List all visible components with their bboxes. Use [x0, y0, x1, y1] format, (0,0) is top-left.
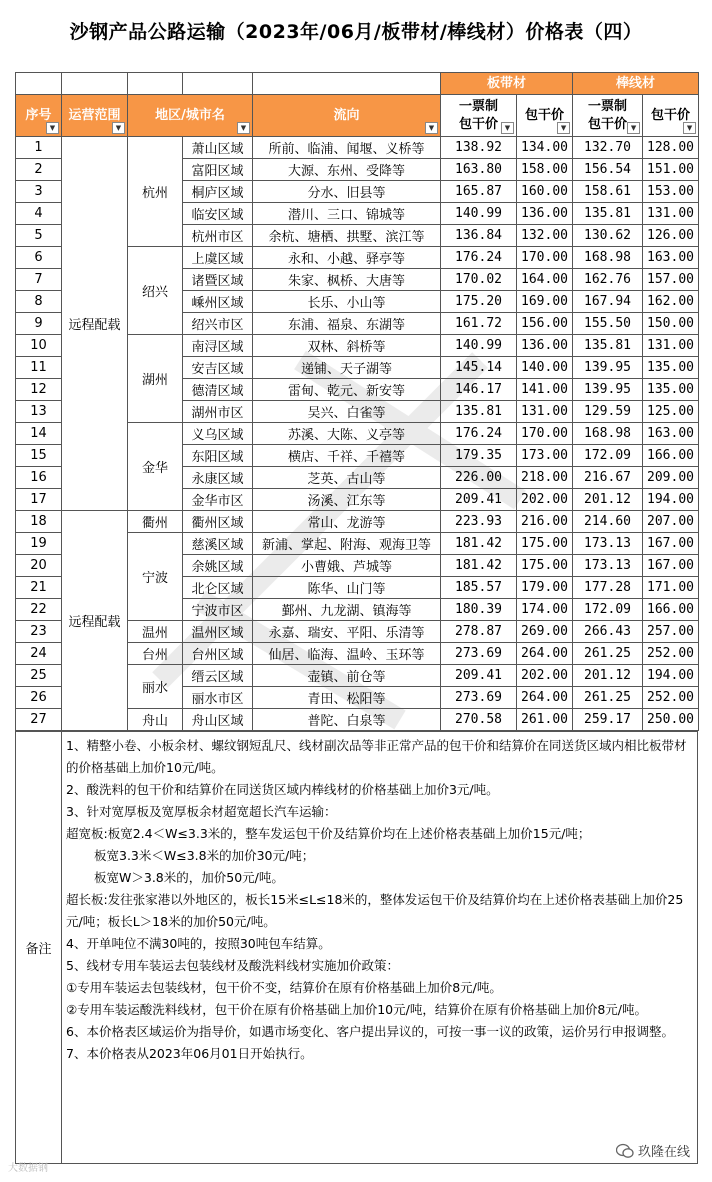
bar-ticket-price: 261.25 — [573, 643, 643, 665]
seq-cell: 13 — [16, 401, 62, 423]
seq-cell: 15 — [16, 445, 62, 467]
plate-ticket-price: 176.24 — [441, 423, 517, 445]
flow-cell: 壶镇、前仓等 — [253, 665, 441, 687]
city-header[interactable]: 地区/城市名 ▼ — [128, 95, 253, 137]
bar-ticket-price: 259.17 — [573, 709, 643, 731]
filter-dropdown-icon[interactable]: ▼ — [557, 122, 570, 134]
bar-package-price: 135.00 — [643, 379, 699, 401]
area-cell: 丽水市区 — [183, 687, 253, 709]
flow-cell: 芝英、古山等 — [253, 467, 441, 489]
price-table — [15, 72, 699, 731]
seq-cell: 14 — [16, 423, 62, 445]
seq-cell: 3 — [16, 181, 62, 203]
seq-cell: 5 — [16, 225, 62, 247]
plate-package-price: 131.00 — [517, 401, 573, 423]
bar-package-price: 128.00 — [643, 137, 699, 159]
scope-header[interactable]: 运营范围 ▼ — [62, 95, 128, 137]
bar-ticket-header[interactable]: 一票制 包干价 ▼ — [573, 95, 643, 137]
bar-package-price: 167.00 — [643, 555, 699, 577]
plate-ticket-price: 179.35 — [441, 445, 517, 467]
bar-package-price: 153.00 — [643, 181, 699, 203]
flow-cell: 长乐、小山等 — [253, 291, 441, 313]
plate-ticket-price: 170.02 — [441, 269, 517, 291]
area-cell: 余姚区域 — [183, 555, 253, 577]
plate-package-price: 174.00 — [517, 599, 573, 621]
bar-ticket-price: 168.98 — [573, 247, 643, 269]
plate-package-price: 261.00 — [517, 709, 573, 731]
bar-package-price: 163.00 — [643, 247, 699, 269]
bar-package-price: 126.00 — [643, 225, 699, 247]
plate-ticket-price: 145.14 — [441, 357, 517, 379]
seq-cell: 18 — [16, 511, 62, 533]
filter-dropdown-icon[interactable]: ▼ — [683, 122, 696, 134]
notes-section — [15, 731, 698, 1164]
plate-package-price: 175.00 — [517, 555, 573, 577]
flow-cell: 递铺、天子湖等 — [253, 357, 441, 379]
bar-ticket-price: 155.50 — [573, 313, 643, 335]
area-cell: 杭州市区 — [183, 225, 253, 247]
flow-cell: 雷甸、乾元、新安等 — [253, 379, 441, 401]
area-cell: 慈溪区域 — [183, 533, 253, 555]
bar-ticket-price: 129.59 — [573, 401, 643, 423]
bar-package-price: 194.00 — [643, 665, 699, 687]
bar-package-price: 207.00 — [643, 511, 699, 533]
watermark-text: 玖隆在线 — [637, 1145, 690, 1160]
note-line: 板宽3.3米＜W≤3.8米的加价30元/吨； — [94, 848, 315, 863]
area-cell: 金华市区 — [183, 489, 253, 511]
flow-cell: 陈华、山门等 — [253, 577, 441, 599]
bar-ticket-price: 173.13 — [573, 555, 643, 577]
bar-package-price: 250.00 — [643, 709, 699, 731]
table-row — [16, 511, 699, 533]
seq-cell: 9 — [16, 313, 62, 335]
plate-package-price: 132.00 — [517, 225, 573, 247]
plate-ticket-price: 223.93 — [441, 511, 517, 533]
filter-dropdown-icon[interactable]: ▼ — [237, 122, 250, 134]
bar-package-price: 150.00 — [643, 313, 699, 335]
seq-cell: 16 — [16, 467, 62, 489]
flow-cell: 鄞州、九龙湖、镇海等 — [253, 599, 441, 621]
plate-ticket-price: 209.41 — [441, 489, 517, 511]
area-cell: 湖州市区 — [183, 401, 253, 423]
seq-cell: 1 — [16, 137, 62, 159]
flow-cell: 朱家、枫桥、大唐等 — [253, 269, 441, 291]
plate-ticket-price: 175.20 — [441, 291, 517, 313]
note-line: 4、开单吨位不满30吨的，按照30吨包车结算。 — [66, 936, 331, 951]
bar-ticket-price: 156.54 — [573, 159, 643, 181]
seq-cell: 19 — [16, 533, 62, 555]
seq-cell: 22 — [16, 599, 62, 621]
city-cell: 宁波 — [128, 533, 183, 621]
area-cell: 萧山区域 — [183, 137, 253, 159]
plate-package-price: 156.00 — [517, 313, 573, 335]
flow-header[interactable]: 流向 ▼ — [253, 95, 441, 137]
bar-ticket-price: 261.25 — [573, 687, 643, 709]
flow-cell: 双林、斜桥等 — [253, 335, 441, 357]
bar-package-price: 131.00 — [643, 203, 699, 225]
flow-cell: 青田、松阳等 — [253, 687, 441, 709]
bar-ticket-price: 162.76 — [573, 269, 643, 291]
plate-package-price: 202.00 — [517, 665, 573, 687]
plate-package-price: 158.00 — [517, 159, 573, 181]
bar-package-price: 131.00 — [643, 335, 699, 357]
seq-cell: 21 — [16, 577, 62, 599]
plate-ticket-price: 161.72 — [441, 313, 517, 335]
bar-package-price: 135.00 — [643, 357, 699, 379]
seq-cell: 23 — [16, 621, 62, 643]
plate-ticket-header[interactable]: 一票制 包干价 ▼ — [441, 95, 517, 137]
watermark — [616, 1141, 690, 1160]
bar-ticket-price: 201.12 — [573, 489, 643, 511]
flow-cell: 汤溪、江东等 — [253, 489, 441, 511]
area-cell: 上虞区域 — [183, 247, 253, 269]
bar-package-price: 151.00 — [643, 159, 699, 181]
bar-package-price: 166.00 — [643, 599, 699, 621]
bar-package-price: 163.00 — [643, 423, 699, 445]
plate-package-price: 264.00 — [517, 643, 573, 665]
area-cell: 舟山区域 — [183, 709, 253, 731]
flow-cell: 苏溪、大陈、义亭等 — [253, 423, 441, 445]
bar-ticket-price: 173.13 — [573, 533, 643, 555]
seq-cell: 17 — [16, 489, 62, 511]
filter-dropdown-icon[interactable]: ▼ — [112, 122, 125, 134]
bar-package-price: 167.00 — [643, 533, 699, 555]
table-row — [16, 137, 699, 159]
bar-ticket-price: 158.61 — [573, 181, 643, 203]
bar-ticket-price: 201.12 — [573, 665, 643, 687]
plate-package-price: 175.00 — [517, 533, 573, 555]
area-cell: 义乌区域 — [183, 423, 253, 445]
plate-ticket-price: 273.69 — [441, 643, 517, 665]
seq-header[interactable]: 序号 ▼ — [16, 95, 62, 137]
bar-ticket-price: 168.98 — [573, 423, 643, 445]
flow-cell: 常山、龙游等 — [253, 511, 441, 533]
area-cell: 缙云区域 — [183, 665, 253, 687]
plate-ticket-price: 135.81 — [441, 401, 517, 423]
plate-package-price: 170.00 — [517, 423, 573, 445]
plate-ticket-price: 163.80 — [441, 159, 517, 181]
plate-ticket-price: 146.17 — [441, 379, 517, 401]
seq-cell: 12 — [16, 379, 62, 401]
note-line: ②专用车装运酸洗料线材，包干价在原有价格基础上加价10元/吨，结算价在原有价格基础上加价8元/吨。 — [66, 1002, 647, 1017]
note-line: 超长板:发往张家港以外地区的，板长15米≤L≤18米的，整体发运包干价及结算价均在上述价格表基础上加价25元/吨；板长L＞18米的加价50元/吨。 — [66, 892, 684, 929]
plate-package-price: 170.00 — [517, 247, 573, 269]
bar-package-header[interactable]: 包干价 ▼ — [643, 95, 699, 137]
flow-cell: 所前、临浦、闻堰、义桥等 — [253, 137, 441, 159]
note-line: 1、精整小卷、小板余材、螺纹钢短乱尺、线材副次品等非正常产品的包干价和结算价在同送货区域内相比板带材的价格基础上加价10元/吨。 — [66, 738, 687, 775]
bar-ticket-price: 132.70 — [573, 137, 643, 159]
bar-ticket-price: 216.67 — [573, 467, 643, 489]
city-cell: 衢州 — [128, 511, 183, 533]
seq-cell: 25 — [16, 665, 62, 687]
area-cell: 台州区域 — [183, 643, 253, 665]
area-cell: 桐庐区域 — [183, 181, 253, 203]
seq-cell: 2 — [16, 159, 62, 181]
wechat-icon — [616, 1143, 634, 1159]
area-cell: 德清区域 — [183, 379, 253, 401]
plate-package-header[interactable]: 包干价 ▼ — [517, 95, 573, 137]
plate-package-price: 160.00 — [517, 181, 573, 203]
seq-cell: 4 — [16, 203, 62, 225]
flow-cell: 永和、小越、驿亭等 — [253, 247, 441, 269]
plate-ticket-price: 181.42 — [441, 555, 517, 577]
bar-ticket-price: 214.60 — [573, 511, 643, 533]
city-cell: 金华 — [128, 423, 183, 511]
note-line: 3、针对宽厚板及宽厚板余材超宽超长汽车运输： — [66, 804, 337, 819]
seq-cell: 27 — [16, 709, 62, 731]
flow-cell: 吴兴、白雀等 — [253, 401, 441, 423]
bar-ticket-price: 266.43 — [573, 621, 643, 643]
flow-cell: 小曹娥、芦城等 — [253, 555, 441, 577]
area-cell: 衢州区域 — [183, 511, 253, 533]
area-cell: 东阳区域 — [183, 445, 253, 467]
plate-ticket-price: 181.42 — [441, 533, 517, 555]
scope-cell: 远程配载 — [62, 137, 128, 511]
note-line: ①专用车装运去包装线材，包干价不变，结算价在原有价格基础上加价8元/吨。 — [66, 980, 502, 995]
note-line: 超宽板:板宽2.4＜W≤3.3米的，整车发运包干价及结算价均在上述价格表基础上加价15元/吨； — [66, 826, 591, 841]
bar-package-price: 257.00 — [643, 621, 699, 643]
city-cell: 台州 — [128, 643, 183, 665]
seq-cell: 10 — [16, 335, 62, 357]
bar-ticket-price: 177.28 — [573, 577, 643, 599]
bar-package-price: 252.00 — [643, 643, 699, 665]
city-cell: 温州 — [128, 621, 183, 643]
note-line: 5、线材专用车装运去包装线材及酸洗料线材实施加价政策： — [66, 958, 399, 973]
bar-package-price: 125.00 — [643, 401, 699, 423]
seq-cell: 24 — [16, 643, 62, 665]
bar-package-price: 171.00 — [643, 577, 699, 599]
flow-cell: 分水、旧县等 — [253, 181, 441, 203]
seq-cell: 8 — [16, 291, 62, 313]
plate-package-price: 136.00 — [517, 203, 573, 225]
city-cell: 杭州 — [128, 137, 183, 247]
plate-package-price: 136.00 — [517, 335, 573, 357]
plate-ticket-price: 136.84 — [441, 225, 517, 247]
filter-dropdown-icon[interactable]: ▼ — [627, 122, 640, 134]
seq-cell: 6 — [16, 247, 62, 269]
flow-cell: 东浦、福泉、东湖等 — [253, 313, 441, 335]
flow-cell: 新浦、掌起、附海、观海卫等 — [253, 533, 441, 555]
plate-ticket-price: 180.39 — [441, 599, 517, 621]
area-cell: 绍兴市区 — [183, 313, 253, 335]
bar-package-price: 252.00 — [643, 687, 699, 709]
bar-package-price: 162.00 — [643, 291, 699, 313]
notes-body — [62, 732, 697, 1163]
plate-group-header: 板带材 — [441, 73, 573, 95]
note-line: 2、酸洗料的包干价和结算价在同送货区域内棒线材的价格基础上加价3元/吨。 — [66, 782, 499, 797]
plate-package-price: 169.00 — [517, 291, 573, 313]
bar-ticket-price: 139.95 — [573, 379, 643, 401]
bar-package-price: 157.00 — [643, 269, 699, 291]
plate-ticket-price: 138.92 — [441, 137, 517, 159]
area-cell: 诸暨区域 — [183, 269, 253, 291]
plate-package-price: 218.00 — [517, 467, 573, 489]
plate-ticket-price: 209.41 — [441, 665, 517, 687]
note-line: 7、本价格表从2023年06月01日开始执行。 — [66, 1046, 313, 1061]
flow-cell: 余杭、塘栖、拱墅、滨江等 — [253, 225, 441, 247]
plate-package-price: 164.00 — [517, 269, 573, 291]
plate-ticket-price: 140.99 — [441, 335, 517, 357]
bar-ticket-price: 135.81 — [573, 203, 643, 225]
area-cell: 富阳区域 — [183, 159, 253, 181]
plate-package-price: 216.00 — [517, 511, 573, 533]
bar-ticket-price: 167.94 — [573, 291, 643, 313]
plate-package-price: 173.00 — [517, 445, 573, 467]
city-cell: 舟山 — [128, 709, 183, 731]
bar-package-price: 209.00 — [643, 467, 699, 489]
city-cell: 绍兴 — [128, 247, 183, 335]
area-cell: 北仑区域 — [183, 577, 253, 599]
flow-cell: 潜川、三口、锦城等 — [253, 203, 441, 225]
plate-package-price: 140.00 — [517, 357, 573, 379]
filter-dropdown-icon[interactable]: ▼ — [46, 122, 59, 134]
filter-dropdown-icon[interactable]: ▼ — [501, 122, 514, 134]
plate-ticket-price: 270.58 — [441, 709, 517, 731]
watermark-left: 大数据钢 — [8, 1163, 48, 1174]
bar-group-header: 棒线材 — [573, 73, 699, 95]
bar-package-price: 194.00 — [643, 489, 699, 511]
bar-ticket-price: 135.81 — [573, 335, 643, 357]
filter-dropdown-icon[interactable]: ▼ — [425, 122, 438, 134]
plate-package-price: 179.00 — [517, 577, 573, 599]
seq-cell: 11 — [16, 357, 62, 379]
area-cell: 温州区域 — [183, 621, 253, 643]
plate-package-price: 264.00 — [517, 687, 573, 709]
bar-ticket-price: 130.62 — [573, 225, 643, 247]
scope-cell: 远程配载 — [62, 511, 128, 731]
plate-ticket-price: 185.57 — [441, 577, 517, 599]
flow-cell: 大源、东州、受降等 — [253, 159, 441, 181]
area-cell: 临安区域 — [183, 203, 253, 225]
area-cell: 南浔区域 — [183, 335, 253, 357]
note-line: 6、本价格表区域运价为指导价，如遇市场变化、客户提出异议的，可按一事一议的政策，运价另行申报调整。 — [66, 1024, 674, 1039]
flow-cell: 普陀、白泉等 — [253, 709, 441, 731]
price-table-body — [16, 137, 699, 731]
plate-ticket-price: 165.87 — [441, 181, 517, 203]
bar-ticket-price: 139.95 — [573, 357, 643, 379]
area-cell: 永康区域 — [183, 467, 253, 489]
seq-cell: 20 — [16, 555, 62, 577]
plate-ticket-price: 140.99 — [441, 203, 517, 225]
seq-cell: 7 — [16, 269, 62, 291]
city-cell: 丽水 — [128, 665, 183, 709]
bar-ticket-price: 172.09 — [573, 599, 643, 621]
area-cell: 安吉区域 — [183, 357, 253, 379]
plate-package-price: 269.00 — [517, 621, 573, 643]
area-cell: 宁波市区 — [183, 599, 253, 621]
area-cell: 嵊州区域 — [183, 291, 253, 313]
plate-package-price: 134.00 — [517, 137, 573, 159]
flow-cell: 横店、千祥、千禧等 — [253, 445, 441, 467]
notes-label: 备注 — [16, 732, 62, 1163]
seq-cell: 26 — [16, 687, 62, 709]
plate-ticket-price: 273.69 — [441, 687, 517, 709]
city-cell: 湖州 — [128, 335, 183, 423]
bar-package-price: 166.00 — [643, 445, 699, 467]
bar-ticket-price: 172.09 — [573, 445, 643, 467]
plate-ticket-price: 226.00 — [441, 467, 517, 489]
plate-ticket-price: 278.87 — [441, 621, 517, 643]
flow-cell: 仙居、临海、温岭、玉环等 — [253, 643, 441, 665]
note-line: 板宽W＞3.8米的，加价50元/吨。 — [94, 870, 284, 885]
plate-package-price: 141.00 — [517, 379, 573, 401]
flow-cell: 永嘉、瑞安、平阳、乐清等 — [253, 621, 441, 643]
plate-ticket-price: 176.24 — [441, 247, 517, 269]
page-title: 沙钢产品公路运输（2023年/06月/板带材/棒线材）价格表（四） — [69, 21, 643, 43]
plate-package-price: 202.00 — [517, 489, 573, 511]
